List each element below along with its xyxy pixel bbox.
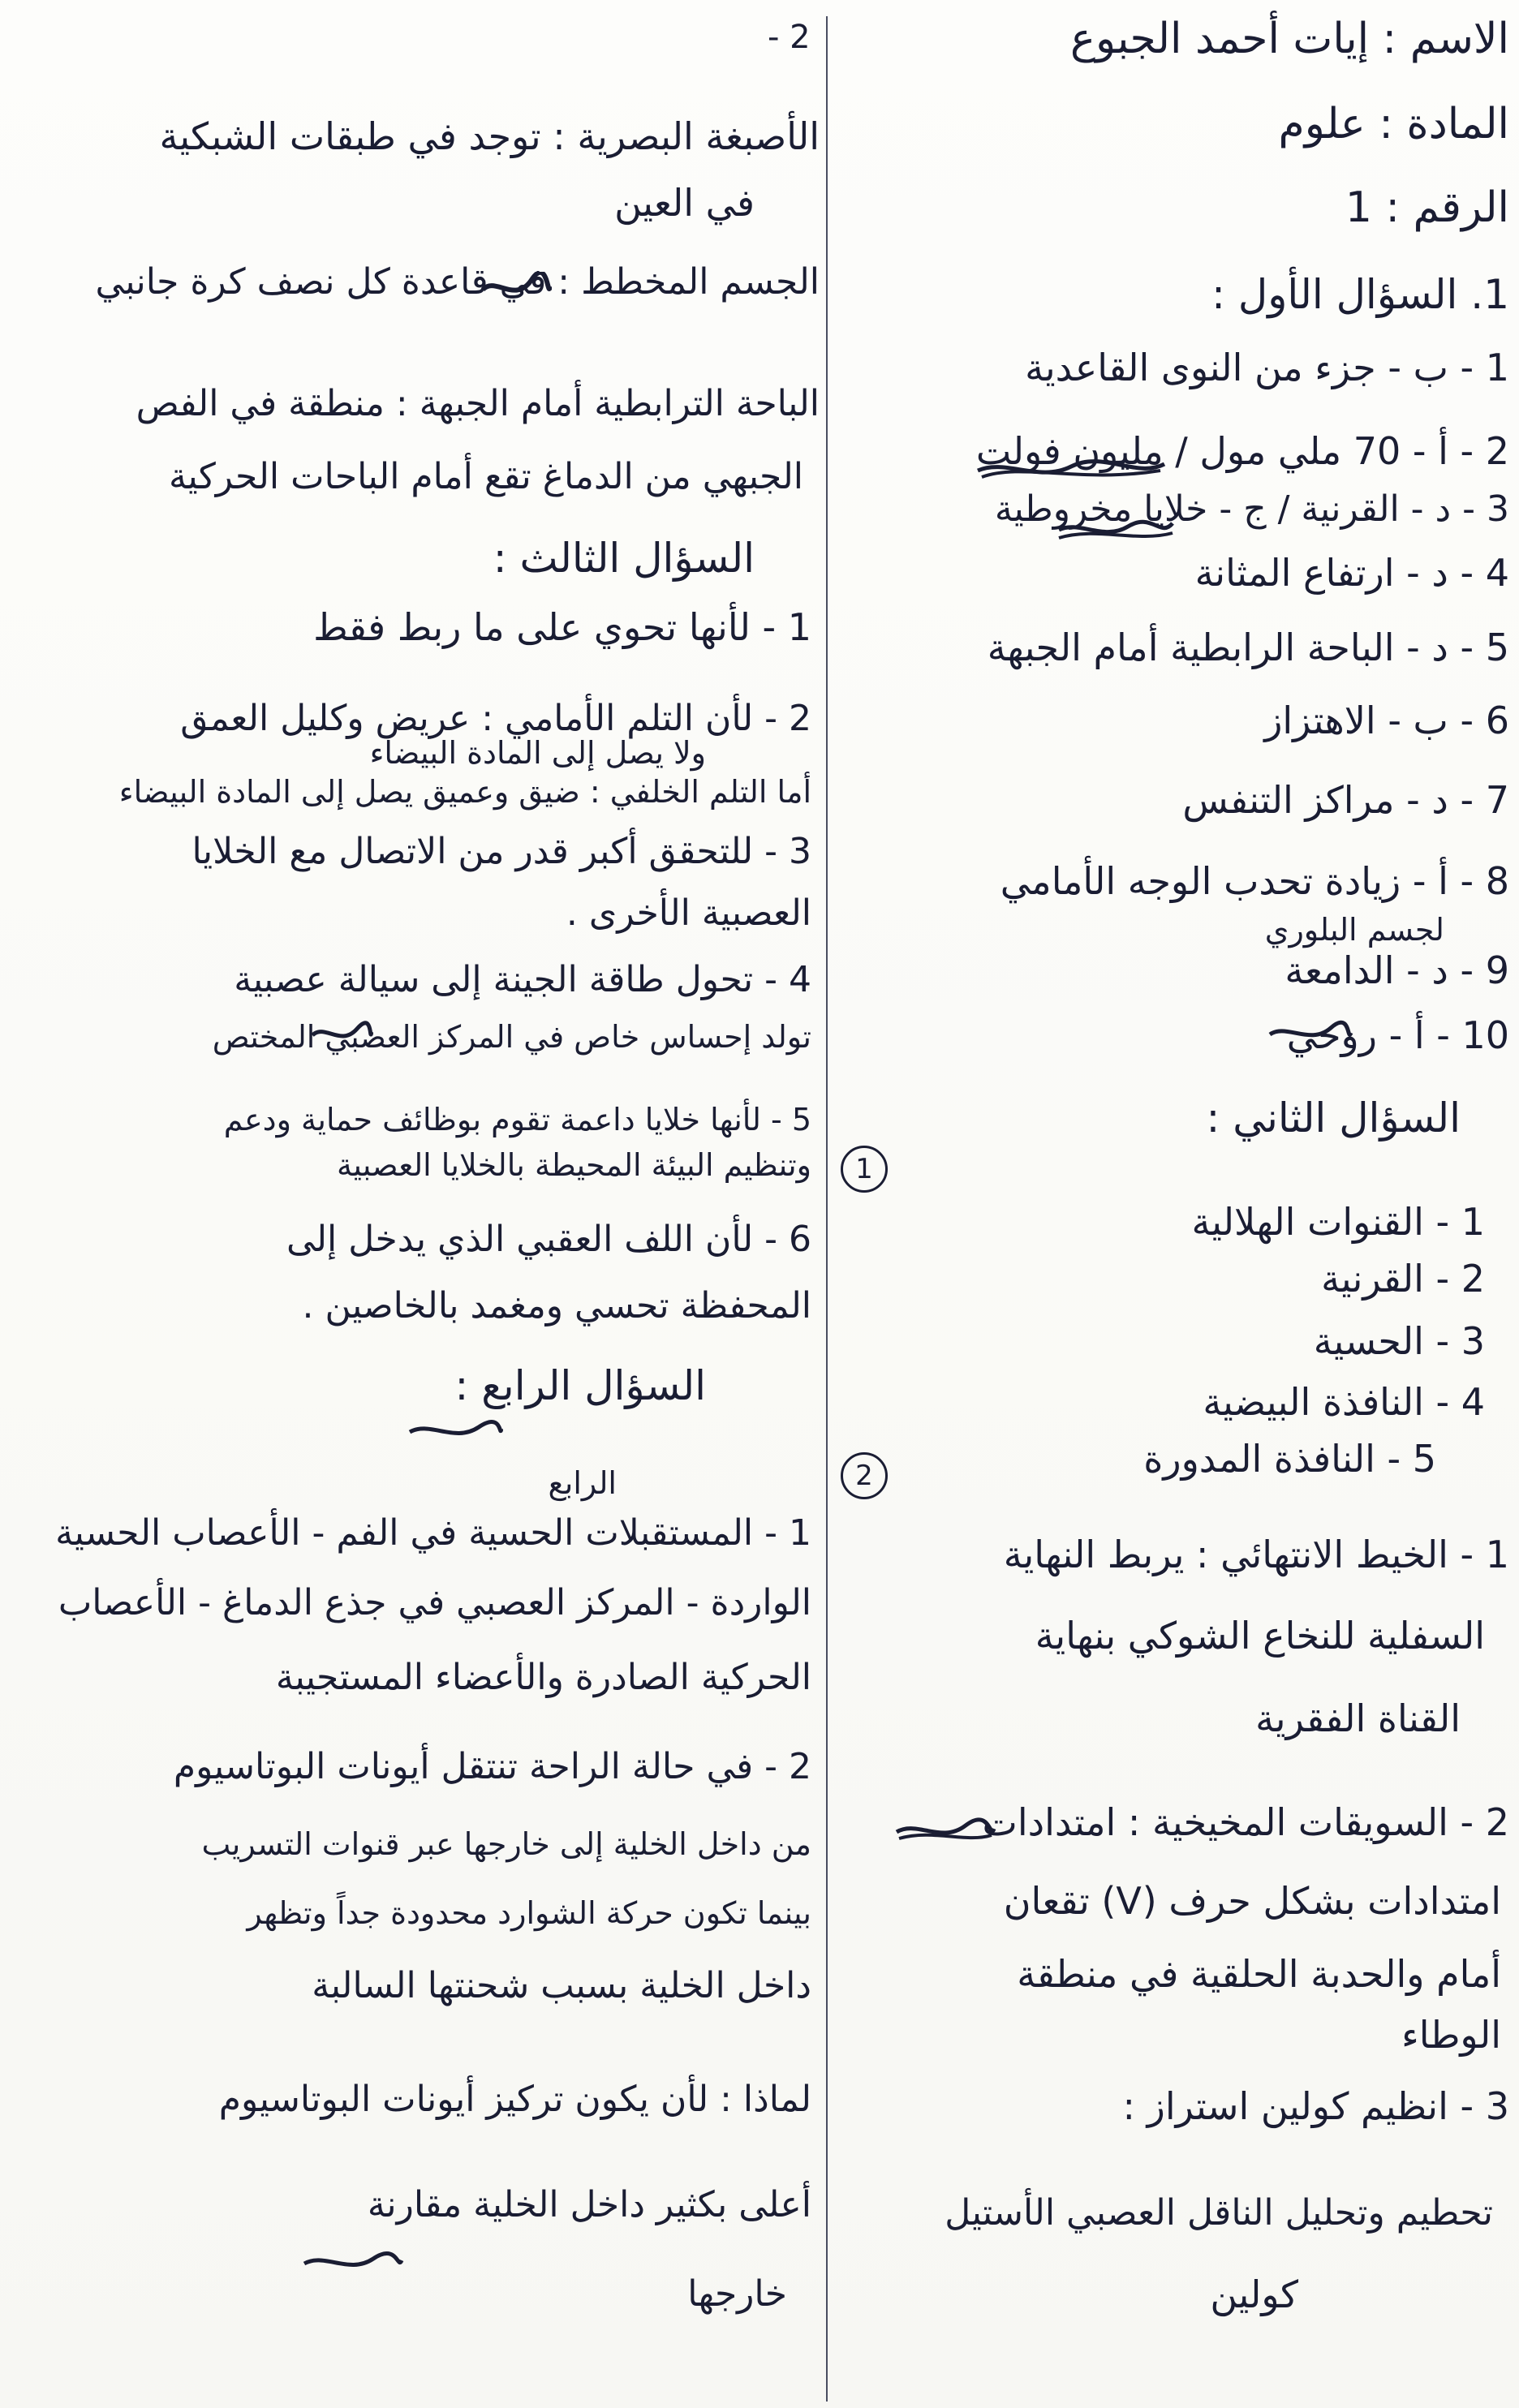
scribble-strike-6 — [308, 1019, 373, 1051]
q3-left-answer-6: 6 - لأن اللف العقبي الذي يدخل إلى — [286, 1219, 811, 1260]
q3-left-answer-2-line3: أما التلم الخلفي : ضيق وعميق يصل إلى المادة البيضاء — [118, 774, 811, 810]
q3-answer-3: 3 - انظيم كولين استراز : — [1122, 2084, 1509, 2128]
q1-answer-1: 1 - ب - جزء من النوى القاعدية — [1025, 346, 1509, 389]
question-1-title: 1. السؤال الأول : — [1211, 271, 1509, 318]
question-2-mark: 1 — [841, 1146, 888, 1193]
question-2-title: السؤال الثاني : — [1206, 1094, 1461, 1142]
q3-left-answer-3-line2: العصبية الأخرى . — [566, 892, 811, 934]
question-4-title: السؤال الرابع : — [454, 1362, 706, 1409]
scribble-strike-2 — [1055, 515, 1177, 548]
question-3-mark: 2 — [841, 1452, 888, 1499]
q3-answer-3-line2: تحطيم وتحليل الناقل العصبي الأستيل — [945, 2192, 1493, 2234]
question-4-word: الرابع — [548, 1465, 617, 1501]
q4-answer-2: 2 - في حالة الراحة تنتقل أيونات البوتاسيوم — [173, 1746, 811, 1787]
intro-line-2: في العين — [614, 181, 755, 225]
q3-answer-2-line3: أمام والحدبة الحلقية في منطقة — [1017, 1952, 1501, 1996]
student-name: الاسم : إيات أحمد الجبوع — [1069, 15, 1509, 63]
q3-left-answer-1: 1 - لأنها تحوي على ما ربط فقط — [313, 605, 811, 649]
number-line: الرقم : 1 — [1345, 183, 1509, 232]
scribble-strike-4 — [893, 1816, 998, 1848]
q4-answer-1-line3: الحركية الصادرة والأعضاء المستجيبة — [275, 1657, 811, 1698]
q3-left-answer-4: 4 - تحول طاقة الجينة إلى سيالة عصبية — [234, 959, 811, 1000]
q2-answer-5: 5 - النافذة المدورة — [1143, 1437, 1436, 1481]
q3-answer-2: 2 - السويقات المخيخية : امتدادات — [982, 1800, 1509, 1844]
scribble-strike-5 — [479, 272, 552, 307]
q4-answer-1: 1 - المستقبلات الحسية في الفم - الأعصاب الحسية — [55, 1512, 811, 1554]
column-divider — [826, 16, 828, 2402]
scribble-strike-7 — [406, 1416, 503, 1448]
q3-answer-2-line4: الوطاء — [1401, 2013, 1501, 2057]
q3-left-answer-4-line2: تولد إحساس خاص في المركز العصبي المختص — [212, 1019, 811, 1055]
q1-answer-9: 9 - د - الدامعة — [1284, 948, 1509, 992]
intro-line-1: الأصبغة البصرية : توجد في طبقات الشبكية — [159, 114, 820, 158]
q1-answer-6: 6 - ب - الاهتزاز — [1264, 699, 1509, 742]
q3-answer-1: 1 - الخيط الانتهائي : يربط النهاية — [1003, 1533, 1509, 1576]
subject-line: المادة : علوم — [1278, 100, 1509, 148]
scribble-strike-1 — [974, 454, 1168, 487]
q3-left-answer-2: 2 - لأن التلم الأمامي : عريض وكليل العمق — [180, 698, 811, 739]
q1-answer-3: 3 - د - القرنية / ج - خلايا مخروطية — [994, 488, 1509, 530]
q3-left-answer-3: 3 - للتحقق أكبر قدر من الاتصال مع الخلايا — [191, 831, 811, 872]
q2-answer-4: 4 - النافذة البيضية — [1203, 1380, 1485, 1424]
q1-answer-4: 4 - د - ارتفاع المثانة — [1194, 551, 1509, 595]
q3-answer-1-line2: السفلية للنخاع الشوكي بنهاية — [1035, 1614, 1485, 1658]
q1-answer-5: 5 - د - الباحة الرابطية أمام الجبهة — [987, 626, 1509, 669]
q2-answer-3: 3 - الحسية — [1313, 1319, 1485, 1363]
q2-answer-2: 2 - القرنية — [1321, 1257, 1485, 1301]
q4-answer-2-line4: داخل الخلية بسبب شحنتها السالبة — [312, 1965, 811, 2006]
scribble-strike-3 — [1266, 1018, 1355, 1051]
q3-left-answer-5: 5 - لأنها خلايا داعمة تقوم بوظائف حماية ودعم — [223, 1102, 811, 1137]
q1-answer-2: 2 - أ - 70 ملي مول / مليون فولت — [975, 429, 1509, 473]
q2-answer-1: 1 - القنوات الهلالية — [1191, 1200, 1485, 1244]
page-two-mark: 2 - — [768, 19, 811, 56]
q3-answer-1-line3: القناة الفقرية — [1255, 1696, 1461, 1740]
q1-answer-8: 8 - أ - زيادة تحدب الوجه الأمامي — [1000, 859, 1509, 903]
q3-left-answer-5-line2: وتنظيم البيئة المحيطة بالخلايا العصبية — [336, 1147, 811, 1183]
q3-left-answer-2-line2: ولا يصل إلى المادة البيضاء — [369, 735, 706, 771]
q4-answer-1-line2: الواردة - المركز العصبي في جذع الدماغ - الأعصاب — [58, 1582, 811, 1623]
question-3-title: السؤال الثالث : — [493, 535, 755, 582]
q4-answer-2-line6: أعلى بكثير داخل الخلية مقارنة — [367, 2184, 811, 2225]
q3-answer-2-line2: امتدادات بشكل حرف (V) تقعان — [1003, 1879, 1501, 1923]
q3-left-answer-6-line2: المحفظة تحسي ومغمد بالخاصين . — [302, 1285, 811, 1327]
intro-line-3: الجسم المخطط : في قاعدة كل نصف كرة جانبي — [95, 261, 820, 303]
q1-answer-8-cont: لجسم البلوري — [1264, 912, 1444, 948]
q4-answer-2-line2: من داخل الخلية إلى خارجها عبر قنوات التسريب — [201, 1826, 811, 1862]
q1-answer-10: 10 - أ - روحي — [1286, 1013, 1509, 1057]
intro-line-4: الباحة الترابطية أمام الجبهة : منطقة في الفص — [136, 383, 820, 424]
q4-answer-2-line7: خارجها — [687, 2273, 787, 2315]
q3-answer-3-line3: كولين — [1210, 2273, 1298, 2316]
intro-line-5: الجبهي من الدماغ تقع أمام الباحات الحركية — [168, 456, 803, 497]
scribble-strike-8 — [300, 2247, 406, 2280]
q4-answer-2-line5: لماذا : لأن يكون تركيز أيونات البوتاسيوم — [218, 2079, 811, 2120]
q4-answer-2-line3: بينما تكون حركة الشوارد محدودة جداً وتظهر — [247, 1895, 811, 1931]
q1-answer-7: 7 - د - مراكز التنفس — [1182, 778, 1509, 822]
